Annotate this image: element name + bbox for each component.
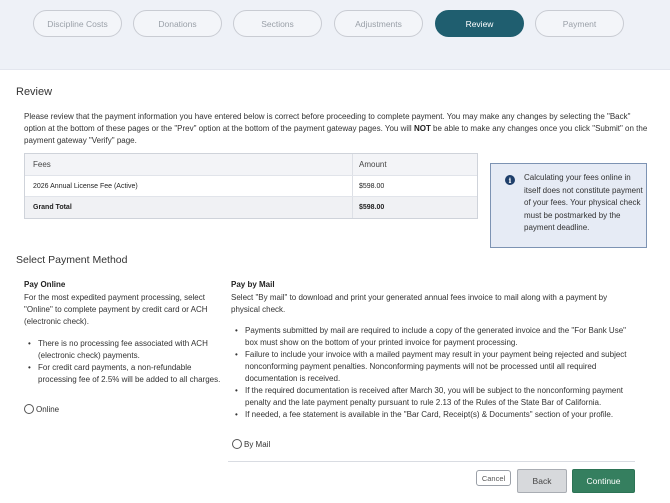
- info-text: Calculating your fees online in itself does not constitute payment of your fees. Your physical check must be postmarked by the payment deadline.: [524, 173, 643, 232]
- list-item: • Payments submitted by mail are required to include a copy of the generated invoice and the "For Bank Use" box must show on the bottom of your printed invoice for payment processing.: [231, 325, 641, 349]
- amount-column-header: Amount: [359, 160, 387, 169]
- table-header: [25, 154, 477, 176]
- radio-circle-icon[interactable]: [232, 439, 242, 449]
- pay-by-mail-bullets: [231, 325, 641, 421]
- radio-circle-icon[interactable]: [24, 404, 34, 414]
- pay-by-mail-description: Select "By mail" to download and print your generated annual fees invoice to mail along with a payment by physical check.: [231, 293, 608, 314]
- list-item: • For credit card payments, a non-refundable processing fee of 2.5% will be added to all charges.: [24, 362, 222, 386]
- continue-button[interactable]: Continue: [572, 469, 635, 493]
- grand-total-label: Grand Total: [25, 197, 353, 218]
- step-review[interactable]: Review: [435, 10, 524, 37]
- pay-online-bullets: [24, 338, 222, 386]
- progress-stepper: [0, 0, 670, 70]
- online-radio-label[interactable]: Online: [36, 404, 60, 414]
- grand-total-row: [25, 197, 477, 218]
- list-item: • There is no processing fee associated with ACH (electronic check) payments.: [24, 338, 222, 362]
- pay-by-mail-heading: Pay by Mail: [231, 280, 275, 289]
- pay-online-description: For the most expedited payment processing, select "Online" to complete payment by credit card or ACH (electronic check).: [24, 293, 208, 326]
- step-adjustments[interactable]: Adjustments: [334, 10, 423, 37]
- step-discipline-costs[interactable]: Discipline Costs: [33, 10, 122, 37]
- fee-name: 2026 Annual License Fee (Active): [25, 176, 353, 196]
- payment-method-heading: Select Payment Method: [16, 254, 128, 266]
- cancel-button[interactable]: Cancel: [476, 470, 511, 486]
- info-icon: i: [505, 175, 515, 185]
- list-item: • Failure to include your invoice with a mailed payment may result in your payment being rejected and subject nonconforming payment penalties. Nonconforming payments will not be processed until all required documentation is received.: [231, 349, 641, 385]
- step-payment[interactable]: Payment: [535, 10, 624, 37]
- list-item: • If the required documentation is received after March 30, you will be subject to the nonconforming payment penalty and the late payment penalty pursuant to rule 2.13 of the Rules of the State Bar of California.: [231, 385, 641, 409]
- footer-divider: [228, 461, 635, 462]
- grand-total-amount: $598.00: [359, 204, 385, 211]
- by-mail-radio[interactable]: [232, 439, 270, 449]
- table-row: [25, 176, 477, 197]
- fees-table: [24, 153, 478, 219]
- fee-amount: $598.00: [359, 182, 385, 190]
- info-callout: [490, 163, 647, 248]
- pay-online-heading: Pay Online: [24, 280, 66, 289]
- intro-emphasis: NOT: [413, 124, 431, 133]
- review-heading: Review: [16, 86, 53, 98]
- by-mail-radio-label[interactable]: By Mail: [244, 439, 271, 449]
- step-sections[interactable]: Sections: [233, 10, 322, 37]
- review-instructions: Please review that the payment information you have entered below is correct before proceeding to complete payment. You may make any changes by selecting the "Back" option at the bottom of these pages or the "Prev" option at the bottom of the payment gateway pages. You will NOT be able to make any changes once you click "Submit" on the payment gateway "Verify" page.: [24, 112, 648, 145]
- back-button[interactable]: Back: [517, 469, 567, 493]
- list-item: • If needed, a fee statement is available in the "Bar Card, Receipt(s) & Documents" section of your profile.: [231, 409, 641, 421]
- step-donations[interactable]: Donations: [133, 10, 222, 37]
- online-radio[interactable]: [24, 404, 59, 414]
- fees-column-header: Fees: [25, 154, 353, 175]
